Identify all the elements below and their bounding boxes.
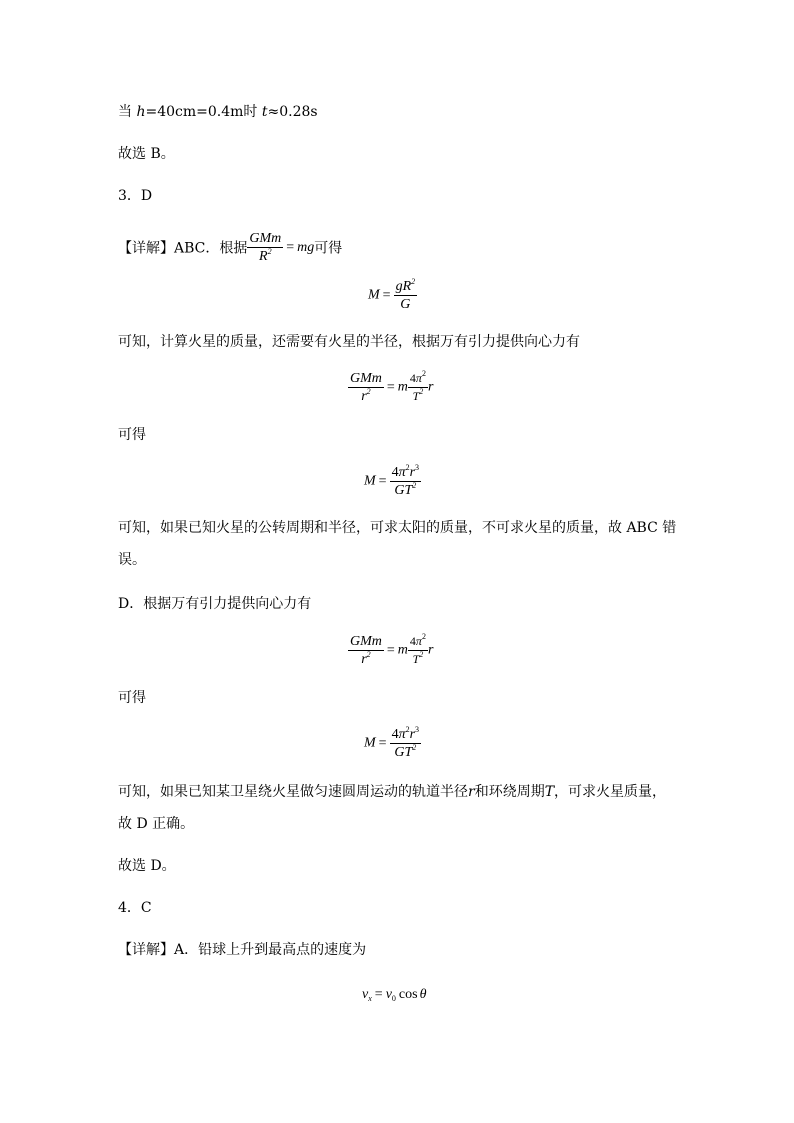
text-line-8: 误。 bbox=[118, 552, 146, 568]
text-line-9: D．根据万有引力提供向心力有 bbox=[118, 596, 312, 612]
text-line-10: 可得 bbox=[118, 690, 146, 706]
text-line-11: 可知，如果已知某卫星绕火星做匀速圆周运动的轨道半径r和环绕周期T，可求火星质量， bbox=[118, 784, 667, 800]
formula-m-result-1: M = $\frac{4\pi^2r^3}{GT^2}$ bbox=[364, 463, 420, 498]
text-line-2: 故选 B。 bbox=[118, 146, 175, 162]
text-line-13: 故选 D。 bbox=[118, 858, 176, 874]
formula-centripetal-1: $\frac{\text{GMm}}{r^2}$ = m $\frac{4\pi^2}{T^2}$ r bbox=[350, 369, 434, 404]
text-line-4: 【详解】ABC．根据 $\frac{\text{GMm}}{R^2}$ = mg可得 bbox=[118, 231, 343, 264]
formula-centripetal-2: $\frac{\text{GMm}}{r^2}$ = m $\frac{4\pi^2}{T^2}$ r bbox=[350, 632, 434, 667]
text-line-5: 可知，计算火星的质量，还需要有火星的半径，根据万有引力提供向心力有 bbox=[118, 334, 580, 350]
text-line-7: 可知，如果已知火星的公转周期和半径，可求太阳的质量，不可求火星的质量，故 ABC 错 bbox=[118, 520, 677, 536]
formula-m-gr2: M = $\frac{gR^2}{G}$ bbox=[368, 277, 416, 312]
text-line-12: 故 D 正确。 bbox=[118, 816, 195, 832]
text-line-14: 4．C bbox=[118, 900, 152, 916]
formula-m-result-2: M = $\frac{4\pi^2r^3}{GT^2}$ bbox=[364, 725, 420, 760]
text-line-1: 当 h=40cm=0.4m时 t≈0.28s bbox=[118, 104, 318, 120]
text-line-6: 可得 bbox=[118, 427, 146, 443]
text-line-3: 3．D bbox=[118, 188, 153, 204]
formula-vx: $v_x = v_0$ cos θ bbox=[362, 987, 427, 1003]
text-line-15: 【详解】A．铅球上升到最高点的速度为 bbox=[118, 942, 367, 958]
inline-formula-gmm-mg: $\frac{\text{GMm}}{R^2}$ = mg bbox=[249, 231, 315, 264]
